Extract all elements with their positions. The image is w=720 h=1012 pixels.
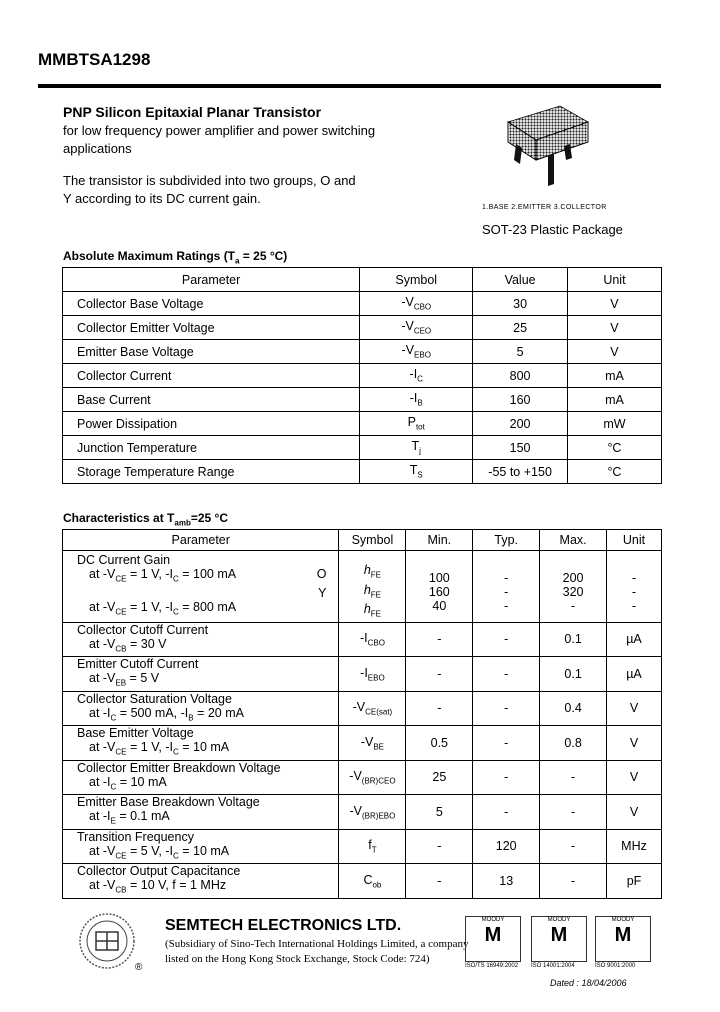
table-row [63,340,662,364]
rating-value: 30 [473,292,568,316]
char-min: - [406,622,473,657]
rating-unit: mA [567,388,661,412]
company-name: SEMTECH ELECTRONICS LTD. [165,917,402,934]
table-row [63,292,662,316]
char-unit: MHz [607,829,662,864]
header-symbol: Symbol [360,268,473,292]
rating-symbol: $-V_{CBO}$ [360,292,473,316]
table-row [63,760,662,795]
char-max: 0.1 [540,622,607,657]
rating-parameter: Junction Temperature [63,436,360,460]
table-row [63,460,662,484]
rating-unit: mW [567,412,661,436]
char-max: - [540,760,607,795]
char-min: - [406,691,473,726]
table-row [63,864,662,899]
table-row-dc-current-gain [63,551,662,623]
subsidiary-line-2: listed on the Hong Kong Stock Exchange, Stock Code: 724) [165,953,430,965]
cert-iso9001-label: ISO 9001:2000 [595,963,636,969]
header-typ: Typ. [473,530,540,551]
certification-badge-iso9001 [595,916,651,962]
cert-moody-text: MOODY [547,917,571,923]
table-row [63,622,662,657]
table-row [63,436,662,460]
rating-symbol: $T_j$ [360,436,473,460]
table-row [63,316,662,340]
char-symbol: $-V_{CE(sat)}$ [339,691,406,726]
char-max: 0.4 [540,691,607,726]
rating-value: 200 [473,412,568,436]
char-min: - [406,864,473,899]
rating-value: 5 [473,340,568,364]
rating-symbol: $T_S$ [360,460,473,484]
char-symbol: $-V_{(BR)EBO}$ [339,795,406,830]
rating-value: 25 [473,316,568,340]
header-parameter: Parameter [63,530,339,551]
rating-parameter: Collector Current [63,364,360,388]
dc-gain-symbol: $h_{FE}$ $h_{FE}$ $h_{FE}$ [339,551,406,623]
char-min: - [406,657,473,692]
intro-groups: The transistor is subdivided into two groups, O and Y according to its DC current gain. [63,173,356,206]
table-row [63,388,662,412]
semtech-logo-seal [78,912,136,970]
char-unit: V [607,760,662,795]
rating-unit: V [567,316,661,340]
pin-assignment: 1.BASE 2.EMITTER 3.COLLECTOR [482,204,607,211]
table-row [63,691,662,726]
char-min: 25 [406,760,473,795]
char-symbol: $-V_{BE}$ [339,726,406,761]
rating-value: 160 [473,388,568,412]
char-typ: - [473,726,540,761]
char-parameter: Collector Emitter Breakdown Voltage at $-I_C = 10$ mA [63,760,339,795]
dc-gain-parameter: DC Current Gain at $-V_{CE} = 1$ V, $-I_C = 100$ mA O Y at $-V_{CE} = 1$ V, $-I_C = 800$ mA [63,551,339,623]
char-typ: 120 [473,829,540,864]
package-name: SOT-23 Plastic Package [482,222,623,237]
registered-mark: ® [135,962,143,973]
header-max: Max. [540,530,607,551]
char-unit: V [607,795,662,830]
char-min: 0.5 [406,726,473,761]
subsidiary-line-1: (Subsidiary of Sino-Tech International Holdings Limited, a company [165,938,469,950]
char-symbol: $-I_{CBO}$ [339,622,406,657]
cert-ts16949-label: ISO/TS 16949:2002 [465,963,519,969]
char-parameter: Emitter Base Breakdown Voltage at $-I_E = 0.1$ mA [63,795,339,830]
char-typ: - [473,657,540,692]
char-min: 5 [406,795,473,830]
characteristics-title: Characteristics at $T_{amb}=25$ °C [63,511,228,528]
table-row [63,657,662,692]
cert-moody-text: MOODY [611,917,635,923]
rating-value: 150 [473,436,568,460]
char-unit: µA [607,622,662,657]
char-typ: - [473,795,540,830]
cert-iso14001-label: ISO 14001:2004 [531,963,575,969]
char-parameter: Collector Cutoff Current at $-V_{CB} = 30$ V [63,622,339,657]
part-number-title: MMBTSA1298 [38,50,151,69]
absolute-maximum-ratings-table [62,267,662,484]
ratings-title: Absolute Maximum Ratings ($T_a = 25$ °C) [63,249,288,266]
rating-parameter: Storage Temperature Range [63,460,360,484]
char-unit: pF [607,864,662,899]
header-value: Value [473,268,568,292]
sot23-package-image [494,100,634,200]
certification-badge-ts16949 [465,916,521,962]
rating-unit: mA [567,364,661,388]
char-symbol: $C_{ob}$ [339,864,406,899]
char-symbol: $-V_{(BR)CEO}$ [339,760,406,795]
char-symbol: $-I_{EBO}$ [339,657,406,692]
char-typ: - [473,691,540,726]
char-max: - [540,795,607,830]
table-row [63,795,662,830]
header-unit: Unit [607,530,662,551]
moody-m-icon: M [484,924,502,946]
table-row [63,726,662,761]
moody-m-icon: M [550,924,568,946]
char-max: 0.8 [540,726,607,761]
rating-parameter: Power Dissipation [63,412,360,436]
cert-moody-text: MOODY [481,917,505,923]
rating-unit: V [567,292,661,316]
rating-symbol: $-I_C$ [360,364,473,388]
rating-value: -55 to +150 [473,460,568,484]
rating-symbol: $-I_B$ [360,388,473,412]
char-typ: - [473,760,540,795]
char-parameter: Base Emitter Voltage at $-V_{CE} = 1$ V, $-I_C = 10$ mA [63,726,339,761]
characteristics-table [62,529,662,899]
rating-parameter: Base Current [63,388,360,412]
table-row [63,412,662,436]
ratings-header-row [63,268,662,292]
char-parameter: Transition Frequency at $-V_{CE} = 5$ V, $-I_C = 10$ mA [63,829,339,864]
char-symbol: $f_T$ [339,829,406,864]
header-parameter: Parameter [63,268,360,292]
characteristics-header-row [63,530,662,551]
rating-symbol: $-V_{EBO}$ [360,340,473,364]
char-max: 0.1 [540,657,607,692]
device-subtitle: PNP Silicon Epitaxial Planar Transistor [63,104,322,120]
intro-application: for low frequency power amplifier and power switching applications [63,123,376,156]
char-parameter: Collector Output Capacitance at $-V_{CB} = 10$ V, f = 1 MHz [63,864,339,899]
table-row [63,364,662,388]
dc-gain-min: 100 160 40 [406,551,473,623]
certification-badge-iso14001 [531,916,587,962]
rating-parameter: Emitter Base Voltage [63,340,360,364]
header-unit: Unit [567,268,661,292]
rating-symbol: $-V_{CEO}$ [360,316,473,340]
rating-symbol: $P_{tot}$ [360,412,473,436]
dc-gain-max: 200 320 - [540,551,607,623]
rating-unit: V [567,340,661,364]
rating-value: 800 [473,364,568,388]
char-typ: 13 [473,864,540,899]
char-max: - [540,864,607,899]
dc-gain-unit: - - - [607,551,662,623]
title-rule [38,84,661,88]
char-unit: V [607,726,662,761]
table-row [63,829,662,864]
char-min: - [406,829,473,864]
header-symbol: Symbol [339,530,406,551]
rating-parameter: Collector Base Voltage [63,292,360,316]
dated-label: Dated : 18/04/2006 [550,978,627,988]
rating-unit: °C [567,460,661,484]
dc-gain-typ: - - - [473,551,540,623]
char-parameter: Emitter Cutoff Current at $-V_{EB} = 5$ V [63,657,339,692]
char-unit: V [607,691,662,726]
header-min: Min. [406,530,473,551]
char-max: - [540,829,607,864]
char-typ: - [473,622,540,657]
rating-parameter: Collector Emitter Voltage [63,316,360,340]
char-parameter: Collector Saturation Voltage at $-I_C = 500$ mA, $-I_B = 20$ mA [63,691,339,726]
moody-m-icon: M [614,924,632,946]
char-unit: µA [607,657,662,692]
rating-unit: °C [567,436,661,460]
